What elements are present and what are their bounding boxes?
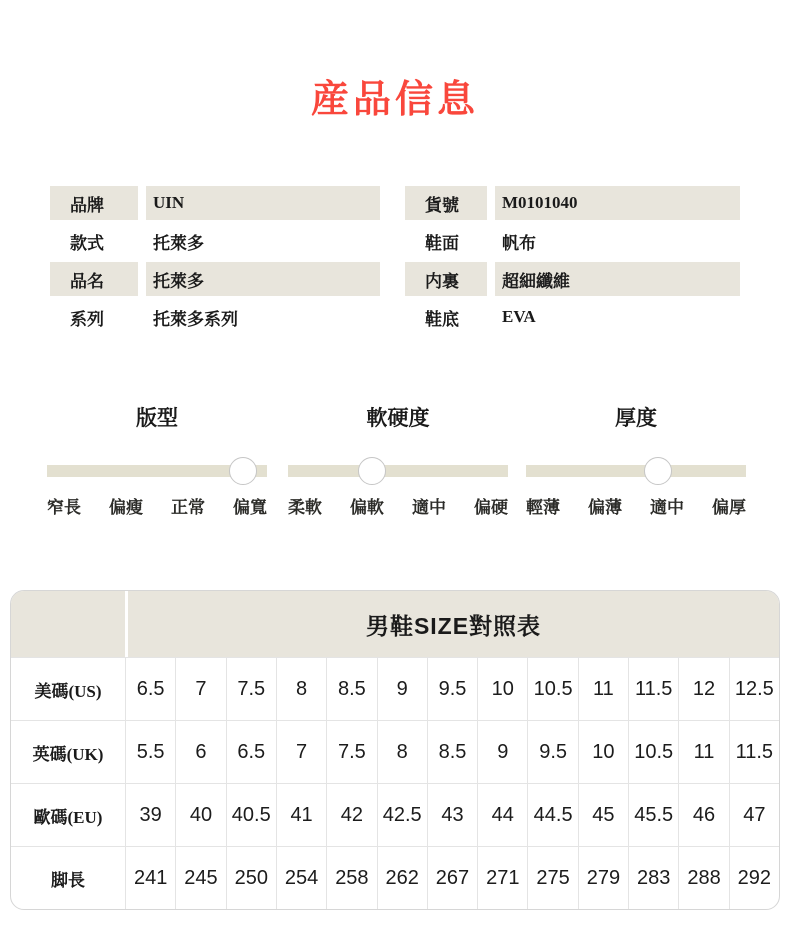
size-table-value-cell: 42.5 bbox=[377, 783, 427, 846]
size-table-value-cell: 292 bbox=[729, 846, 779, 909]
spec-row bbox=[50, 300, 380, 334]
slider-title: 軟硬度 bbox=[366, 407, 430, 430]
slider-track bbox=[526, 465, 746, 477]
slider-scale-label: 偏寬 bbox=[233, 498, 267, 517]
spec-value: 托萊多 bbox=[153, 233, 204, 253]
size-table-value-cell: 245 bbox=[175, 846, 225, 909]
slider-group bbox=[47, 400, 267, 525]
slider-scale-label: 輕薄 bbox=[526, 498, 560, 517]
spec-row bbox=[405, 224, 740, 258]
size-table-value-cell: 6.5 bbox=[125, 657, 175, 720]
slider-scale-label: 正常 bbox=[171, 498, 205, 517]
size-chart-table bbox=[10, 590, 780, 910]
slider-scale-labels bbox=[526, 493, 746, 518]
slider-knob-icon bbox=[358, 457, 386, 485]
size-table-value-cell: 258 bbox=[326, 846, 376, 909]
slider-title: 版型 bbox=[136, 407, 178, 430]
attribute-sliders bbox=[0, 400, 790, 525]
size-table-value-cell: 271 bbox=[477, 846, 527, 909]
spec-label: 品名 bbox=[50, 262, 138, 296]
slider-scale-label: 偏薄 bbox=[588, 498, 622, 517]
slider-scale-label: 偏軟 bbox=[350, 498, 384, 517]
size-table-value-cell: 7.5 bbox=[326, 720, 376, 783]
spec-value: 托萊多系列 bbox=[153, 309, 238, 329]
size-table-value-cell: 279 bbox=[578, 846, 628, 909]
spec-row bbox=[50, 186, 380, 220]
slider-scale-label: 適中 bbox=[650, 498, 684, 517]
slider bbox=[47, 457, 267, 485]
size-table-row-label: 歐碼(EU) bbox=[11, 783, 125, 846]
size-table-value-cell: 241 bbox=[125, 846, 175, 909]
size-table-value-cell: 267 bbox=[427, 846, 477, 909]
size-table-value-cell: 11.5 bbox=[729, 720, 779, 783]
slider-scale-label: 偏瘦 bbox=[109, 498, 143, 517]
size-table-value-cell: 41 bbox=[276, 783, 326, 846]
slider-scale-labels bbox=[288, 493, 508, 518]
size-table-value-cell: 42 bbox=[326, 783, 376, 846]
size-table-value-cell: 9 bbox=[477, 720, 527, 783]
size-table-value-cell: 10 bbox=[477, 657, 527, 720]
slider-scale-labels bbox=[47, 493, 267, 518]
size-table-value-cell: 9.5 bbox=[427, 657, 477, 720]
size-table-value-cell: 11 bbox=[578, 657, 628, 720]
spec-label: 鞋面 bbox=[425, 233, 459, 253]
slider-group bbox=[288, 400, 508, 525]
size-table-value-cell: 47 bbox=[729, 783, 779, 846]
slider-knob-icon bbox=[644, 457, 672, 485]
size-table-title: 男鞋SIZE對照表 bbox=[125, 591, 779, 657]
spec-row bbox=[405, 262, 740, 296]
size-table-row-label: 脚長 bbox=[11, 846, 125, 909]
slider-title: 厚度 bbox=[615, 407, 657, 430]
spec-label: 品牌 bbox=[50, 186, 138, 220]
slider-scale-label: 偏厚 bbox=[712, 498, 746, 517]
spec-value: 托萊多 bbox=[146, 262, 380, 296]
slider bbox=[288, 457, 508, 485]
size-table-value-cell: 40 bbox=[175, 783, 225, 846]
spec-table-left bbox=[50, 186, 380, 338]
size-table-value-cell: 43 bbox=[427, 783, 477, 846]
size-table-value-cell: 10 bbox=[578, 720, 628, 783]
size-table-value-cell: 40.5 bbox=[226, 783, 276, 846]
size-table-row-label: 美碼(US) bbox=[11, 657, 125, 720]
size-table-value-cell: 44.5 bbox=[527, 783, 577, 846]
size-table-value-cell: 283 bbox=[628, 846, 678, 909]
size-table-value-cell: 262 bbox=[377, 846, 427, 909]
size-table-value-cell: 10.5 bbox=[527, 657, 577, 720]
size-table-value-cell: 45 bbox=[578, 783, 628, 846]
size-table-value-cell: 10.5 bbox=[628, 720, 678, 783]
spec-row bbox=[405, 186, 740, 220]
size-table-value-cell: 288 bbox=[678, 846, 728, 909]
size-table-value-cell: 45.5 bbox=[628, 783, 678, 846]
size-table-value-cell: 6 bbox=[175, 720, 225, 783]
slider-knob-icon bbox=[229, 457, 257, 485]
size-table-value-cell: 9.5 bbox=[527, 720, 577, 783]
size-table-value-cell: 8.5 bbox=[427, 720, 477, 783]
spec-row bbox=[405, 300, 740, 334]
size-table-row-label: 英碼(UK) bbox=[11, 720, 125, 783]
spec-value: UIN bbox=[146, 186, 380, 220]
size-table-value-cell: 5.5 bbox=[125, 720, 175, 783]
size-table-value-cell: 12.5 bbox=[729, 657, 779, 720]
size-table-value-cell: 39 bbox=[125, 783, 175, 846]
slider-scale-label: 窄長 bbox=[47, 498, 81, 517]
spec-label: 内裏 bbox=[405, 262, 487, 296]
size-table-value-cell: 7.5 bbox=[226, 657, 276, 720]
size-table-value-cell: 9 bbox=[377, 657, 427, 720]
size-table-value-cell: 250 bbox=[226, 846, 276, 909]
spec-value: 超細纖維 bbox=[495, 262, 740, 296]
slider-scale-label: 適中 bbox=[412, 498, 446, 517]
spec-label: 鞋底 bbox=[425, 309, 459, 329]
spec-row bbox=[50, 262, 380, 296]
size-table-value-cell: 46 bbox=[678, 783, 728, 846]
size-table-value-cell: 11.5 bbox=[628, 657, 678, 720]
size-table-value-cell: 7 bbox=[175, 657, 225, 720]
slider-scale-label: 柔軟 bbox=[288, 498, 322, 517]
size-table-value-cell: 7 bbox=[276, 720, 326, 783]
size-table-value-cell: 8.5 bbox=[326, 657, 376, 720]
size-table-value-cell: 11 bbox=[678, 720, 728, 783]
size-table-value-cell: 275 bbox=[527, 846, 577, 909]
slider bbox=[526, 457, 746, 485]
size-table-value-cell: 6.5 bbox=[226, 720, 276, 783]
spec-table-right bbox=[405, 186, 740, 338]
spec-value: 帆布 bbox=[502, 233, 536, 253]
size-table-value-cell: 8 bbox=[276, 657, 326, 720]
size-table-value-cell: 44 bbox=[477, 783, 527, 846]
slider-scale-label: 偏硬 bbox=[474, 498, 508, 517]
page-title: 産品信息 bbox=[310, 79, 479, 121]
size-table-value-cell: 8 bbox=[377, 720, 427, 783]
slider-track bbox=[288, 465, 508, 477]
spec-row bbox=[50, 224, 380, 258]
size-table-value-cell: 254 bbox=[276, 846, 326, 909]
size-table-value-cell: 12 bbox=[678, 657, 728, 720]
spec-label: 貨號 bbox=[405, 186, 487, 220]
spec-label: 系列 bbox=[70, 309, 104, 329]
spec-value: M0101040 bbox=[495, 186, 740, 220]
spec-label: 款式 bbox=[70, 233, 104, 253]
size-table-corner-cell bbox=[11, 591, 125, 657]
spec-value: EVA bbox=[502, 307, 536, 326]
slider-group bbox=[526, 400, 746, 525]
